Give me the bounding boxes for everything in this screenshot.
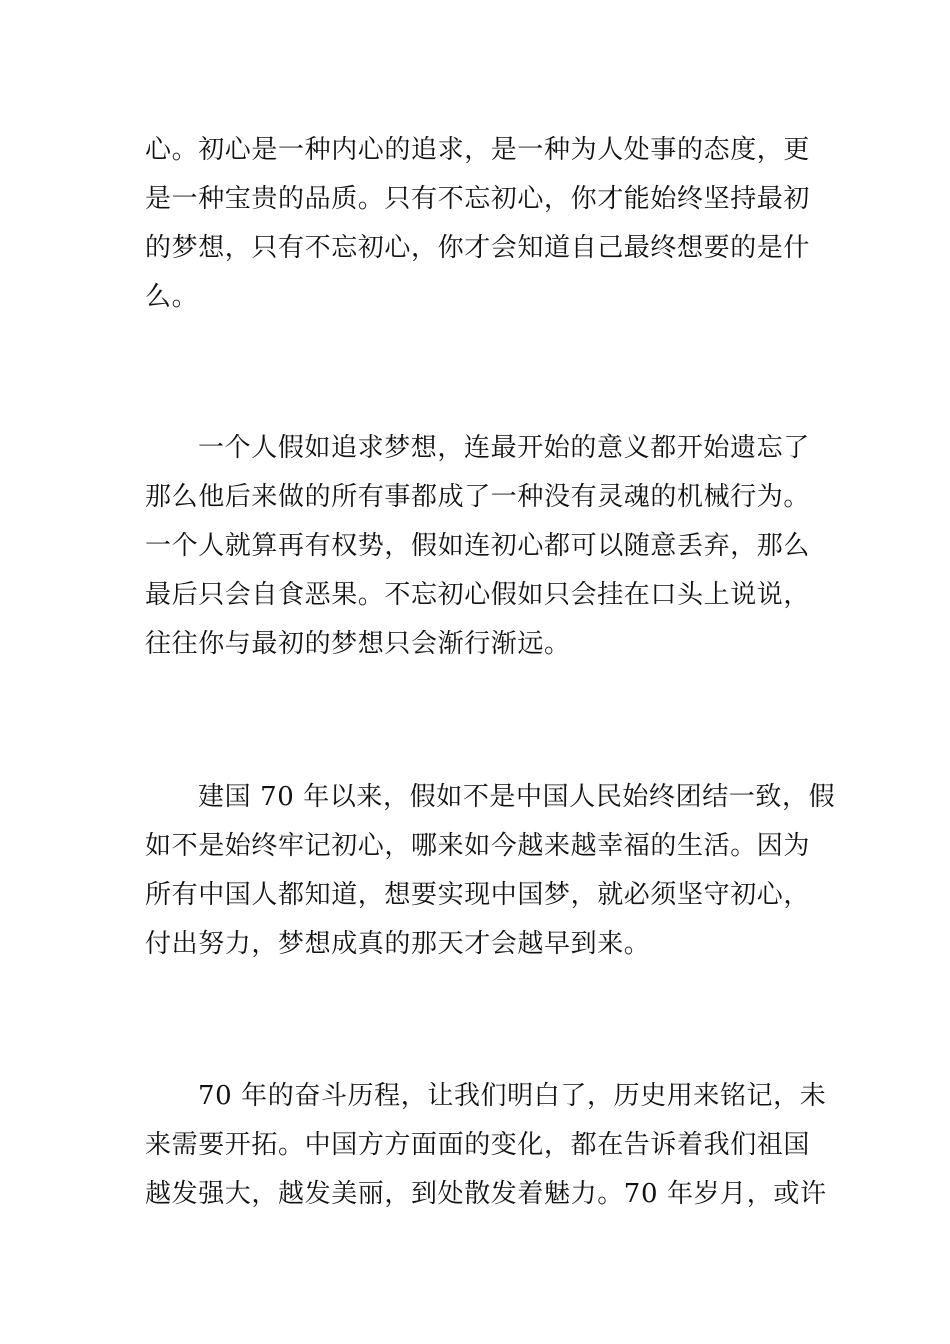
paragraph-2-line-3: 一个人就算再有权势，假如连初心都可以随意丢弃，那么 <box>145 531 811 561</box>
paragraph-2-line-5: 往往你与最初的梦想只会渐行渐远。 <box>145 629 571 659</box>
paragraph-1-line-4: 么。 <box>145 282 199 312</box>
paragraph-4-line-1: 70 年的奋斗历程，让我们明白了，历史用来铭记，未 <box>198 1081 827 1111</box>
paragraph-2-line-4: 最后只会自食恶果。不忘初心假如只会挂在口头上说说， <box>145 580 811 610</box>
paragraph-1-line-3: 的梦想，只有不忘初心，你才会知道自己最终想要的是什 <box>145 233 811 263</box>
paragraph-3-line-2: 如不是始终牢记初心，哪来如今越来越幸福的生活。因为 <box>145 831 811 861</box>
paragraph-4-line-2: 来需要开拓。中国方方面面的变化，都在告诉着我们祖国 <box>145 1130 811 1160</box>
paragraph-3-line-4: 付出努力，梦想成真的那天才会越早到来。 <box>145 929 651 959</box>
paragraph-3-line-1: 建国 70 年以来，假如不是中国人民始终团结一致，假 <box>198 782 836 812</box>
paragraph-4-line-3: 越发强大，越发美丽，到处散发着魅力。70 年岁月，或许 <box>145 1179 827 1209</box>
paragraph-1-line-2: 是一种宝贵的品质。只有不忘初心，你才能始终坚持最初 <box>145 184 811 214</box>
paragraph-1-line-1: 心。初心是一种内心的追求，是一种为人处事的态度，更 <box>145 135 811 165</box>
document-page <box>145 0 836 1344</box>
paragraph-2-line-1: 一个人假如追求梦想，连最开始的意义都开始遗忘了 <box>198 433 810 463</box>
paragraph-2-line-2: 那么他后来做的所有事都成了一种没有灵魂的机械行为。 <box>145 482 811 512</box>
paragraph-3-line-3: 所有中国人都知道，想要实现中国梦，就必须坚守初心， <box>145 880 811 910</box>
